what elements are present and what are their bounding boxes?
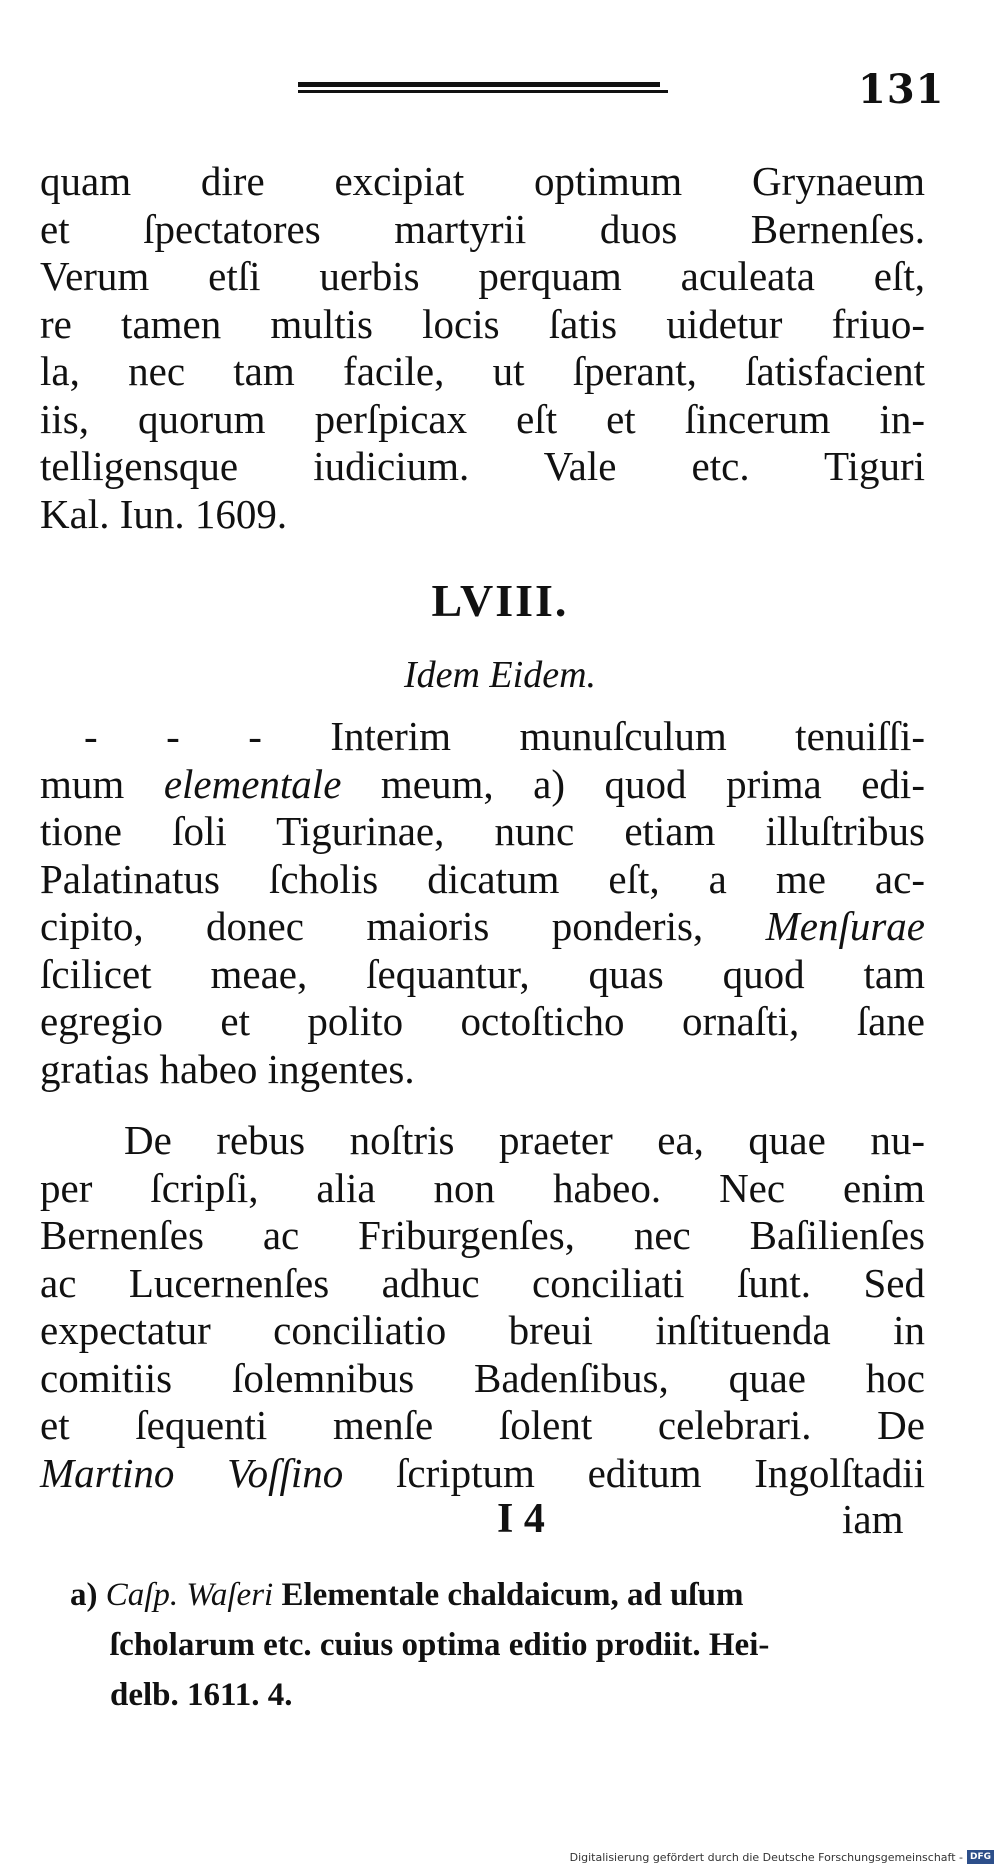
digitization-credit [570, 1850, 994, 1864]
text-line: Verum etſi uerbis perquam aculeata eſt, [40, 253, 925, 299]
text-line: - - - Interim munuſculum tenuiſſi- [84, 713, 925, 759]
text-line: telligensque iudicium. Vale etc. Tiguri [40, 443, 925, 489]
paragraph-letter-body-1 [40, 713, 925, 1093]
signature-mark: I 4 [497, 1496, 545, 1542]
text-line [40, 903, 925, 951]
footnote-line [70, 1570, 920, 1620]
catchword: iam [842, 1496, 904, 1542]
text-line: per ſcripſi, alia non habeo. Nec enim [40, 1164, 925, 1211]
paragraph-letter-body-2 [40, 1117, 925, 1497]
text-line: Palatinatus ſcholis dicatum eſt, a me ac- [40, 855, 925, 902]
italic-name: Caſp. Waſeri [105, 1577, 274, 1613]
page-number: 131 [858, 66, 945, 113]
italic-term: elementale [163, 760, 342, 807]
header-rule-thick [298, 82, 660, 87]
text-line: et ſpectatores martyrii duos Bernenſes. [40, 205, 925, 252]
text-line: ſcilicet meae, ſequantur, quas quod tam [40, 950, 925, 997]
text-line: De rebus noſtris praeter ea, quae nu- [124, 1117, 925, 1163]
text-line: comitiis ſolemnibus Badenſibus, quae hoc [40, 1354, 925, 1401]
credit-text: Digitalisierung gefördert durch die Deutsche Forschungsgemeinschaft - [569, 1850, 963, 1864]
text-line: expectatur conciliatio breui inſtituenda in [40, 1307, 925, 1353]
text-line: quam dire excipiat optimum Grynaeum [40, 158, 925, 204]
footnote-line: delb. 1611. 4. [110, 1677, 293, 1713]
text-run: Elementale chaldaicum, ad uſum [273, 1577, 744, 1613]
text-run: mum [40, 760, 164, 807]
text-run: ſcriptum editum Ingolſtadii [343, 1449, 925, 1496]
text-line: iis, quorum perſpicax eſt et ſincerum in- [40, 395, 925, 442]
text-line: egregio et polito octoſticho ornaſti, ſane [40, 998, 925, 1044]
text-line: re tamen multis locis ſatis uidetur friuo- [40, 300, 925, 347]
header-rule-thin [298, 90, 668, 93]
text-line: et ſequenti menſe ſolent celebrari. De [40, 1402, 925, 1448]
letter-number: LVIII. [431, 575, 569, 626]
footnote-marker: a) [70, 1577, 98, 1613]
text-run: cipito, donec maioris ponderis, [40, 903, 766, 949]
text-line: tione ſoli Tigurinae, nunc etiam illuſtribus [40, 808, 925, 854]
text-line [40, 761, 925, 809]
text-run: meum, a) quod prima edi- [341, 760, 925, 807]
header-rule [298, 82, 668, 96]
text-line: Kal. Iun. 1609. [40, 490, 288, 537]
paragraph-previous-letter-end [40, 158, 925, 538]
letter-heading: Idem Eidem. [403, 654, 597, 696]
text-line: gratias habeo ingentes. [40, 1045, 415, 1092]
italic-term: Menſurae [765, 903, 925, 949]
text-line: Bernenſes ac Friburgenſes, nec Baſilienſes [40, 1212, 925, 1258]
dfg-logo: DFG [967, 1850, 994, 1864]
footnote-line: ſcholarum etc. cuius optima editio prodiit. Hei- [110, 1627, 770, 1663]
text-line: ac Lucernenſes adhuc conciliati ſunt. Sed [40, 1259, 925, 1306]
text-line: la, nec tam facile, ut ſperant, ſatisfacient [40, 348, 925, 394]
text-line [40, 1450, 925, 1498]
footnote [70, 1570, 920, 1720]
italic-name: Martino Voſſino [40, 1449, 344, 1496]
